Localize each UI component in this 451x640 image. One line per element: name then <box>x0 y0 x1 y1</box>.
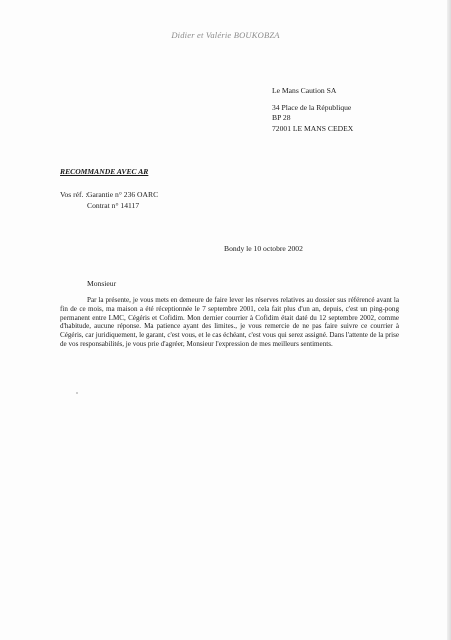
references-block <box>60 190 158 211</box>
scan-speck <box>76 392 78 394</box>
recipient-street: 34 Place de la République <box>272 102 352 112</box>
guarantee-number: Garantie n° 236 OARC <box>87 190 159 199</box>
letter-body: Par la présente, je vous mets en demeure de faire lever les réserves relatives au dossier sus référencé avant la fin de ce mois, ma maison a été réceptionnée le 7 septembre 2001, cela fait plus d'un an, depuis, c'est un ping-pong permanent entre LMC, Cégéris et Cofidim. Mon dernier courrier à Cofidim était daté du 12 septembre 2002, comme d'habitude, aucune réponse. Ma patience ayant des limites., je vous remercie de ne pas faire suivre ce courrier à Cégéris, car juridiquement, le garant, c'est vous, et le cas échéant, c'est vous qui serez assigné. Dans l'attente de la prise de vos responsabilités, je vous prie d'agréer, Monsieur l'expression de mes meilleurs sentiments. <box>60 296 399 348</box>
recipient-city: 72001 LE MANS CEDEX <box>272 123 354 133</box>
references-label: Vos réf. : <box>60 190 88 199</box>
registered-mail-notice: RECOMMANDE AVEC AR <box>60 167 149 176</box>
contract-number: Contrat n° 14117 <box>87 200 140 210</box>
recipient-address <box>272 86 353 134</box>
recipient-name: Le Mans Caution SA <box>272 86 337 95</box>
sender-name: Didier et Valérie BOUKOBZA <box>171 30 280 40</box>
page-edge-shadow <box>447 0 451 640</box>
salutation: Monsieur <box>87 279 117 288</box>
recipient-po-box: BP 28 <box>272 113 291 122</box>
date-line: Bondy le 10 octobre 2002 <box>224 244 303 253</box>
